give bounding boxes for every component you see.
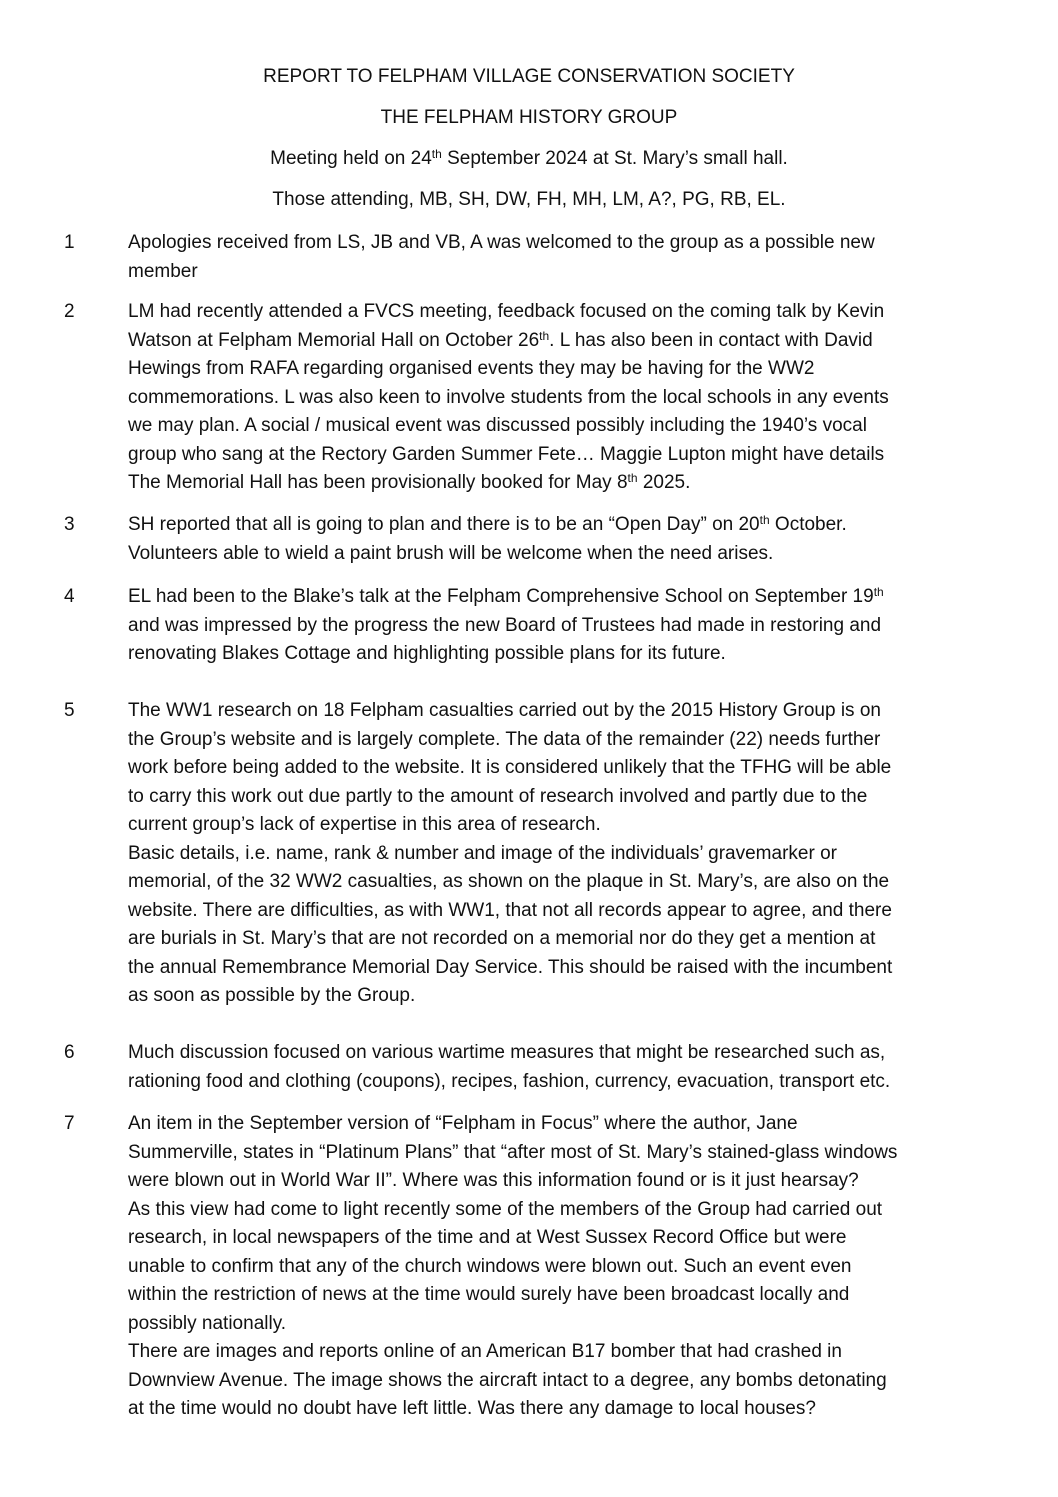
item-line: Apologies received from LS, JB and VB, A was welcomed to the group as a possible new (128, 232, 875, 253)
item-line: As this view had come to light recently some of the members of the Group had carried out (128, 1198, 883, 1220)
item-number: 2 (64, 301, 75, 322)
item-line: Much discussion focused on various wartime measures that might be researched such as, (128, 1042, 886, 1063)
item-line: at the time would no doubt have left little. Was there any damage to local houses? (128, 1398, 816, 1419)
item-line: Summerville, states in “Platinum Plans” that “after most of St. Mary’s stained-glass windows (128, 1141, 898, 1163)
item-line: within the restriction of news at the time would surely have been broadcast locally and (128, 1284, 850, 1305)
item-line: possibly nationally. (128, 1312, 287, 1334)
item-line: memorial, of the 32 WW2 casualties, as shown on the plaque in St. Mary’s, are also on the (128, 871, 890, 892)
item-line (128, 469, 1008, 498)
item-line: The WW1 research on 18 Felpham casualties carried out by the 2015 History Group is on (128, 700, 881, 721)
item-text (128, 583, 1008, 669)
item-line: work before being added to the website. It is considered unlikely that the TFHG will be able (128, 757, 892, 778)
item-line: An item in the September version of “Felpham in Focus” where the author, Jane (128, 1113, 798, 1134)
item-number: 7 (64, 1113, 75, 1134)
item-text (128, 229, 1008, 286)
item-line: to carry this work out due partly to the amount of research involved and partly due to the (128, 785, 868, 807)
item-line (128, 327, 1008, 356)
item-line: we may plan. A social / musical event was discussed possibly including the 1940’s vocal (128, 415, 867, 436)
line-text-end: . L has also been in contact with David (549, 329, 873, 351)
line-text: Watson at Felpham Memorial Hall on October 26 (128, 329, 540, 351)
item-line: the Group’s website and is largely complete. The data of the remainder (22) needs further (128, 728, 881, 750)
meeting-text-start: Meeting held on 24 (270, 148, 432, 169)
item-line: rationing food and clothing (coupons), recipes, fashion, currency, evacuation, transport etc. (128, 1070, 891, 1092)
item-text (128, 1110, 1008, 1424)
item-line: unable to confirm that any of the church windows were blown out. Such an event even (128, 1255, 852, 1277)
meeting-text-end: September 2024 at St. Mary’s small hall. (441, 148, 788, 169)
group-name: THE FELPHAM HISTORY GROUP (380, 107, 678, 128)
item-line: Basic details, i.e. name, rank & number and image of the individuals’ gravemarker or (128, 842, 837, 864)
item-number: 4 (64, 586, 75, 607)
item-line (128, 583, 1008, 612)
item-text (128, 511, 1008, 568)
item-line: the annual Remembrance Memorial Day Service. This should be raised with the incumbent (128, 956, 893, 978)
item-number: 5 (64, 700, 75, 721)
report-title: REPORT TO FELPHAM VILLAGE CONSERVATION SOCIETY (263, 66, 795, 87)
item-line: and was impressed by the progress the new Board of Trustees had made in restoring and (128, 614, 882, 636)
item-text (128, 298, 1008, 498)
item-line: as soon as possible by the Group. (128, 985, 416, 1006)
item-line: group who sang at the Rectory Garden Summer Fete… Maggie Lupton might have details (128, 443, 885, 465)
meeting-details (0, 147, 1058, 171)
item-line: are burials in St. Mary’s that are not recorded on a memorial nor do they get a mention at (128, 928, 876, 949)
date-suffix: th (873, 585, 884, 599)
item-line: website. There are difficulties, as with WW1, that not all records appear to agree, and there (128, 899, 892, 921)
item-line: renovating Blakes Cottage and highlighting possible plans for its future. (128, 643, 726, 664)
item-number: 1 (64, 232, 75, 253)
attendees-line: Those attending, MB, SH, DW, FH, MH, LM, A?, PG, RB, EL. (272, 189, 786, 210)
item-line: Downview Avenue. The image shows the aircraft intact to a degree, any bombs detonating (128, 1369, 887, 1391)
item-line: Volunteers able to wield a paint brush will be welcome when the need arises. (128, 542, 774, 564)
item-line: Hewings from RAFA regarding organised events they may be having for the WW2 (128, 358, 815, 379)
item-line (128, 511, 1008, 540)
item-line: were blown out in World War II”. Where was this information found or is it just hearsay? (128, 1170, 859, 1191)
date-suffix: th (759, 513, 770, 527)
line-text: EL had been to the Blake’s talk at the Felpham Comprehensive School on September 19 (128, 586, 874, 607)
line-text: SH reported that all is going to plan and there is to be an “Open Day” on 20 (128, 514, 760, 535)
item-line: research, in local newspapers of the time and at West Sussex Record Office but were (128, 1227, 847, 1248)
item-number: 6 (64, 1042, 75, 1063)
line-text-end: 2025. (637, 472, 691, 493)
item-line: There are images and reports online of an American B17 bomber that had crashed in (128, 1341, 842, 1362)
meeting-date-suffix: th (431, 147, 442, 161)
item-line: member (128, 260, 198, 282)
item-line: current group’s lack of expertise in this area of research. (128, 814, 601, 835)
line-text-end: October. (769, 514, 847, 535)
line-text: The Memorial Hall has been provisionally booked for May 8 (128, 472, 628, 493)
item-number: 3 (64, 514, 75, 535)
item-text (128, 697, 1008, 1011)
item-text (128, 1039, 1008, 1096)
date-suffix: th (539, 328, 550, 343)
item-line: commemorations. L was also keen to involve students from the local schools in any events (128, 386, 889, 408)
date-suffix: th (627, 471, 638, 485)
item-line: LM had recently attended a FVCS meeting, feedback focused on the coming talk by Kevin (128, 301, 885, 322)
